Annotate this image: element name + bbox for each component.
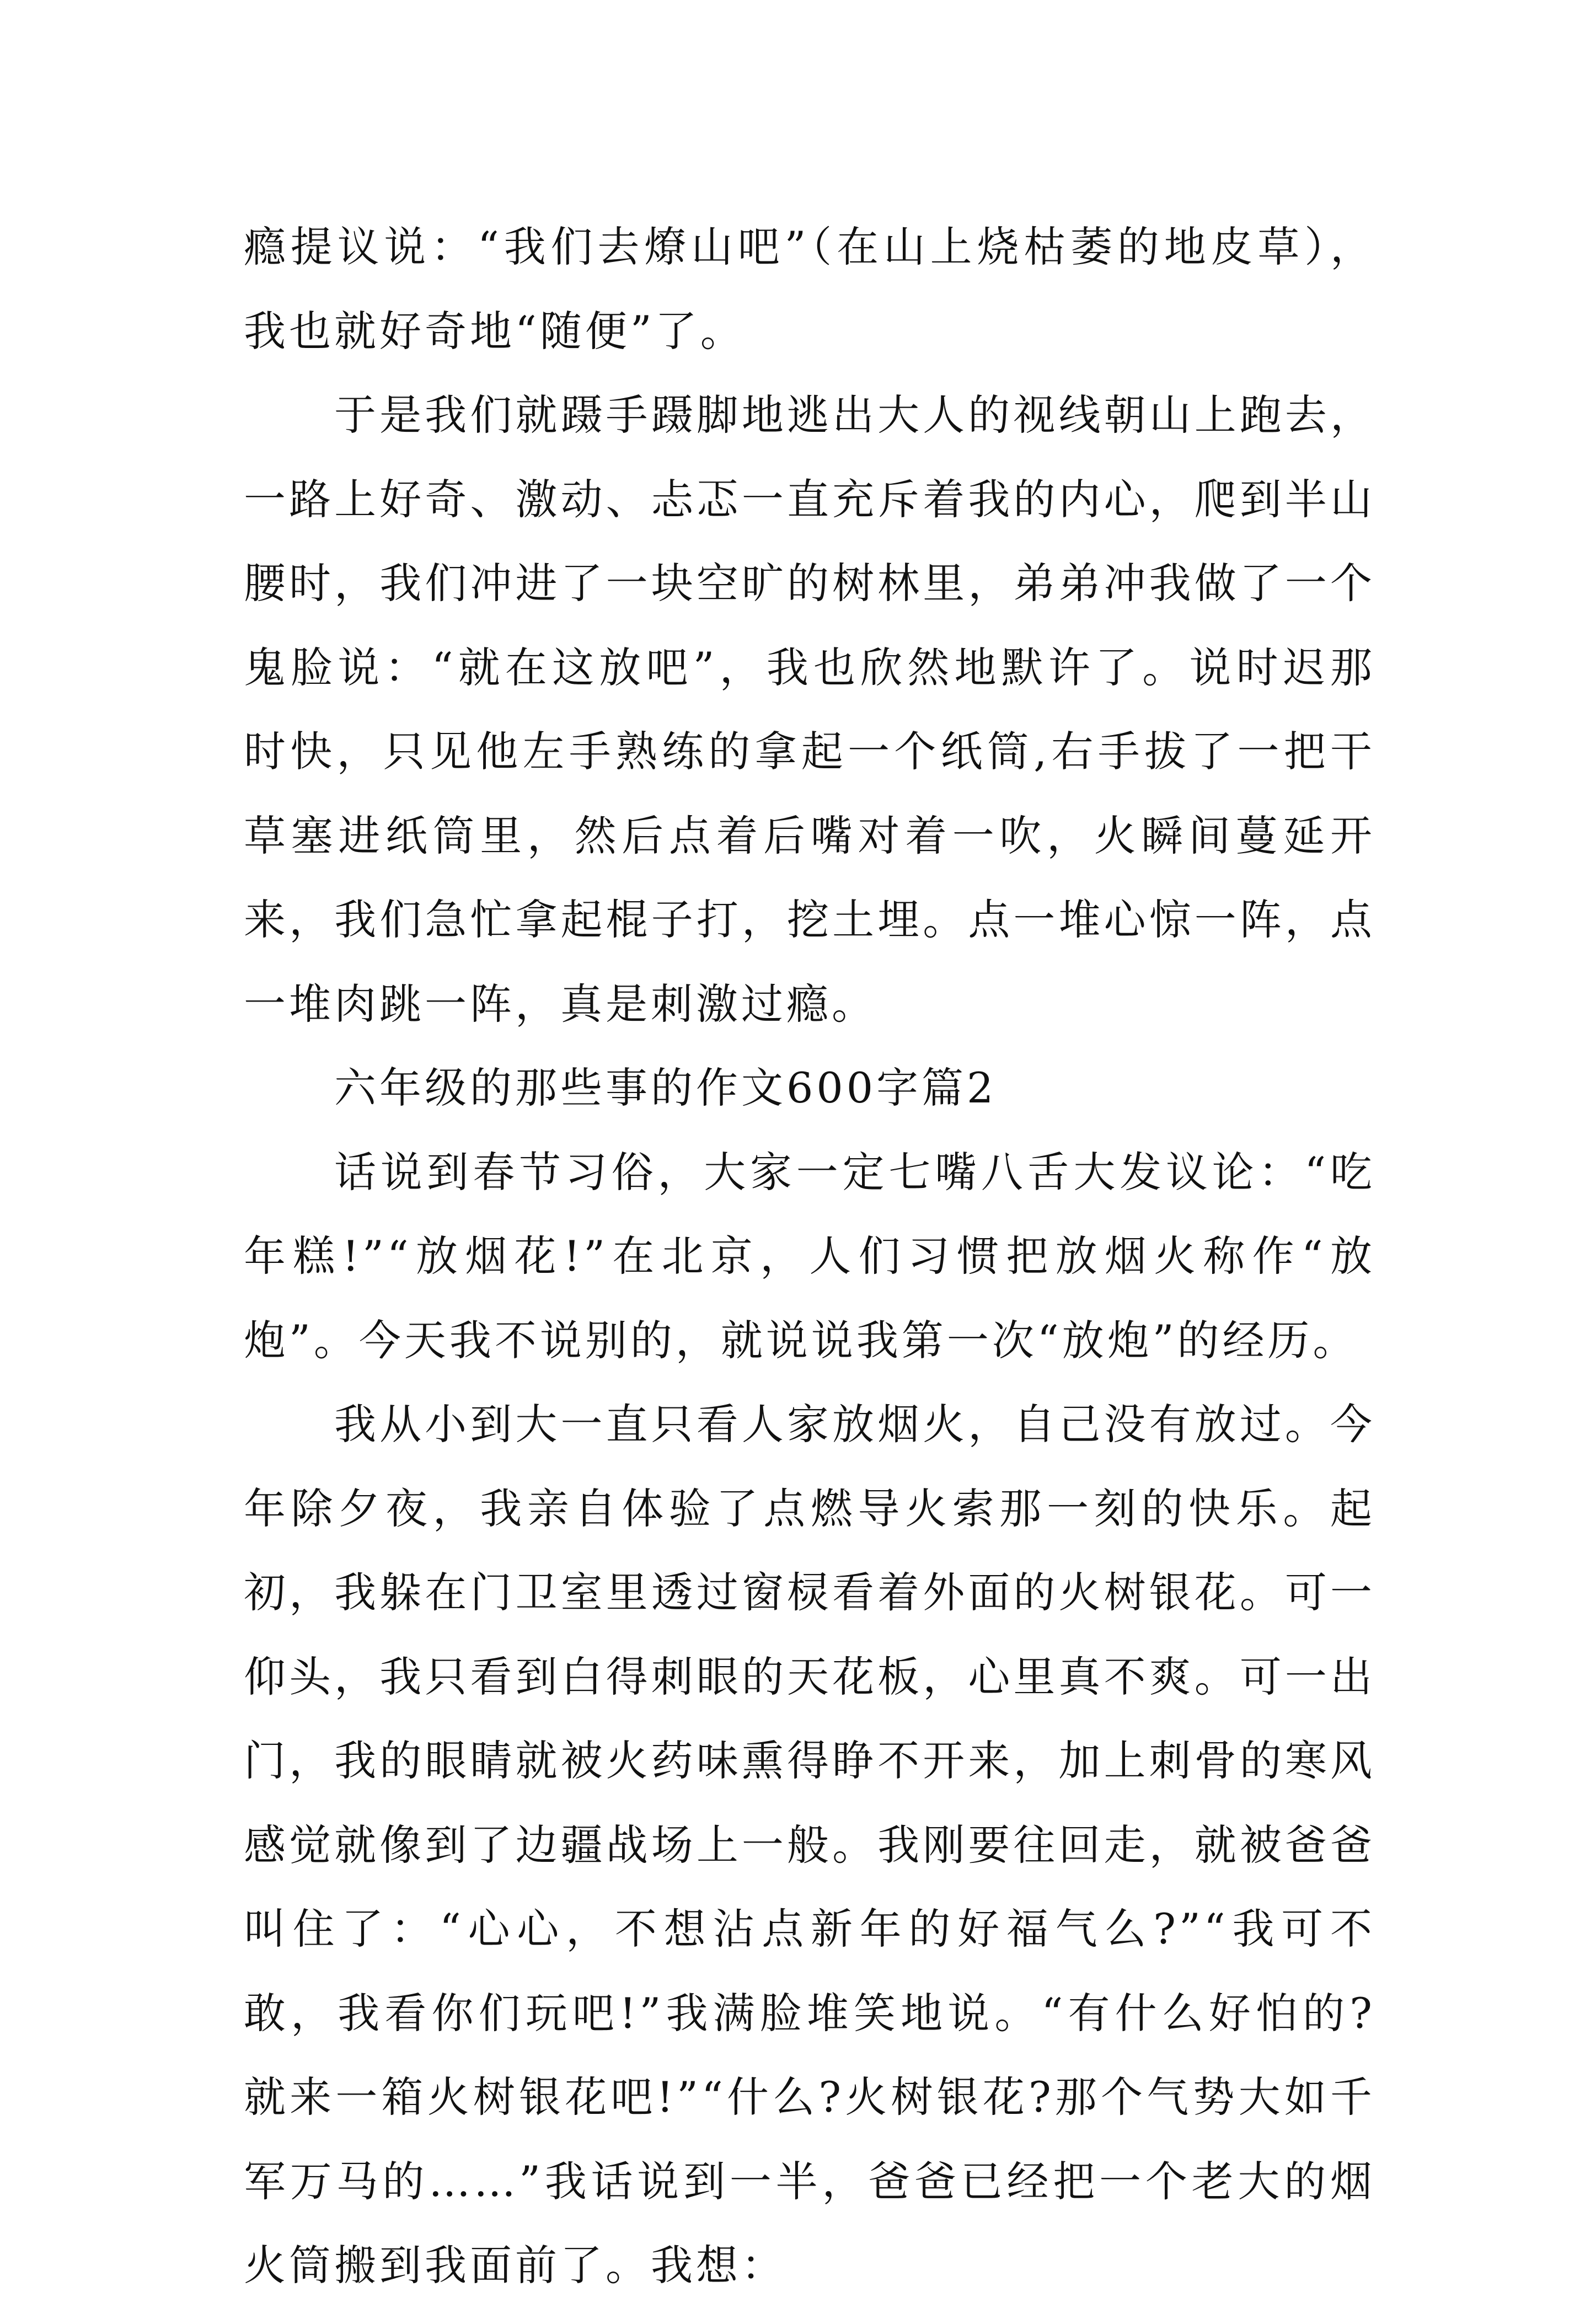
paragraph-sneaking-up-mountain: 于是我们就蹑手蹑脚地逃出大人的视线朝山上跑去，一路上好奇、激动、忐忑一直充斥着我的内心，爬到半山腰时，我们冲进了一块空旷的树林里，弟弟冲我做了一个鬼脸说：“就在这放吧”，我也欣然地默许了。说时迟那时快，只见他左手熟练的拿起一个纸筒,右手拔了一把干草塞进纸筒里，然后点着后嘴对着一吹，火瞬间蔓延开来，我们急忙拿起棍子打，挖土埋。点一堆心惊一阵，点一堆肉跳一阵，真是刺激过瘾。 [244, 390, 1375, 1029]
paragraph-spring-festival-customs: 话说到春节习俗，大家一定七嘴八舌大发议论：“吃年糕!”“放烟花!”在北京，人们习惯把放烟火称作“放炮”。今天我不说别的，就说说我第一次“放炮”的经历。 [244, 1147, 1375, 1365]
document-body [244, 205, 1375, 2308]
article-heading: 六年级的那些事的作文600字篇2 [334, 1063, 997, 1112]
paragraph-first-firecracker: 我从小到大一直只看人家放烟火，自己没有放过。今年除夕夜，我亲自体验了点燃导火索那一刻的快乐。起初，我躲在门卫室里透过窗棂看着外面的火树银花。可一仰头，我只看到白得刺眼的天花板，心里真不爽。可一出门，我的眼睛就被火药味熏得睁不开来，加上刺骨的寒风感觉就像到了边疆战场上一般。我刚要往回走，就被爸爸叫住了：“心心，不想沾点新年的好福气么?”“我可不敢，我看你们玩吧!”我满脸堆笑地说。“有什么好怕的?就来一箱火树银花吧!”“什么?火树银花?那个气势大如千军万马的……”我话说到一半，爸爸已经把一个老大的烟火筒搬到我面前了。我想： [244, 1400, 1375, 2290]
paragraph-continuation: 瘾提议说：“我们去燎山吧”（在山上烧枯萎的地皮草），我也就好奇地“随便”了。 [244, 222, 1375, 356]
